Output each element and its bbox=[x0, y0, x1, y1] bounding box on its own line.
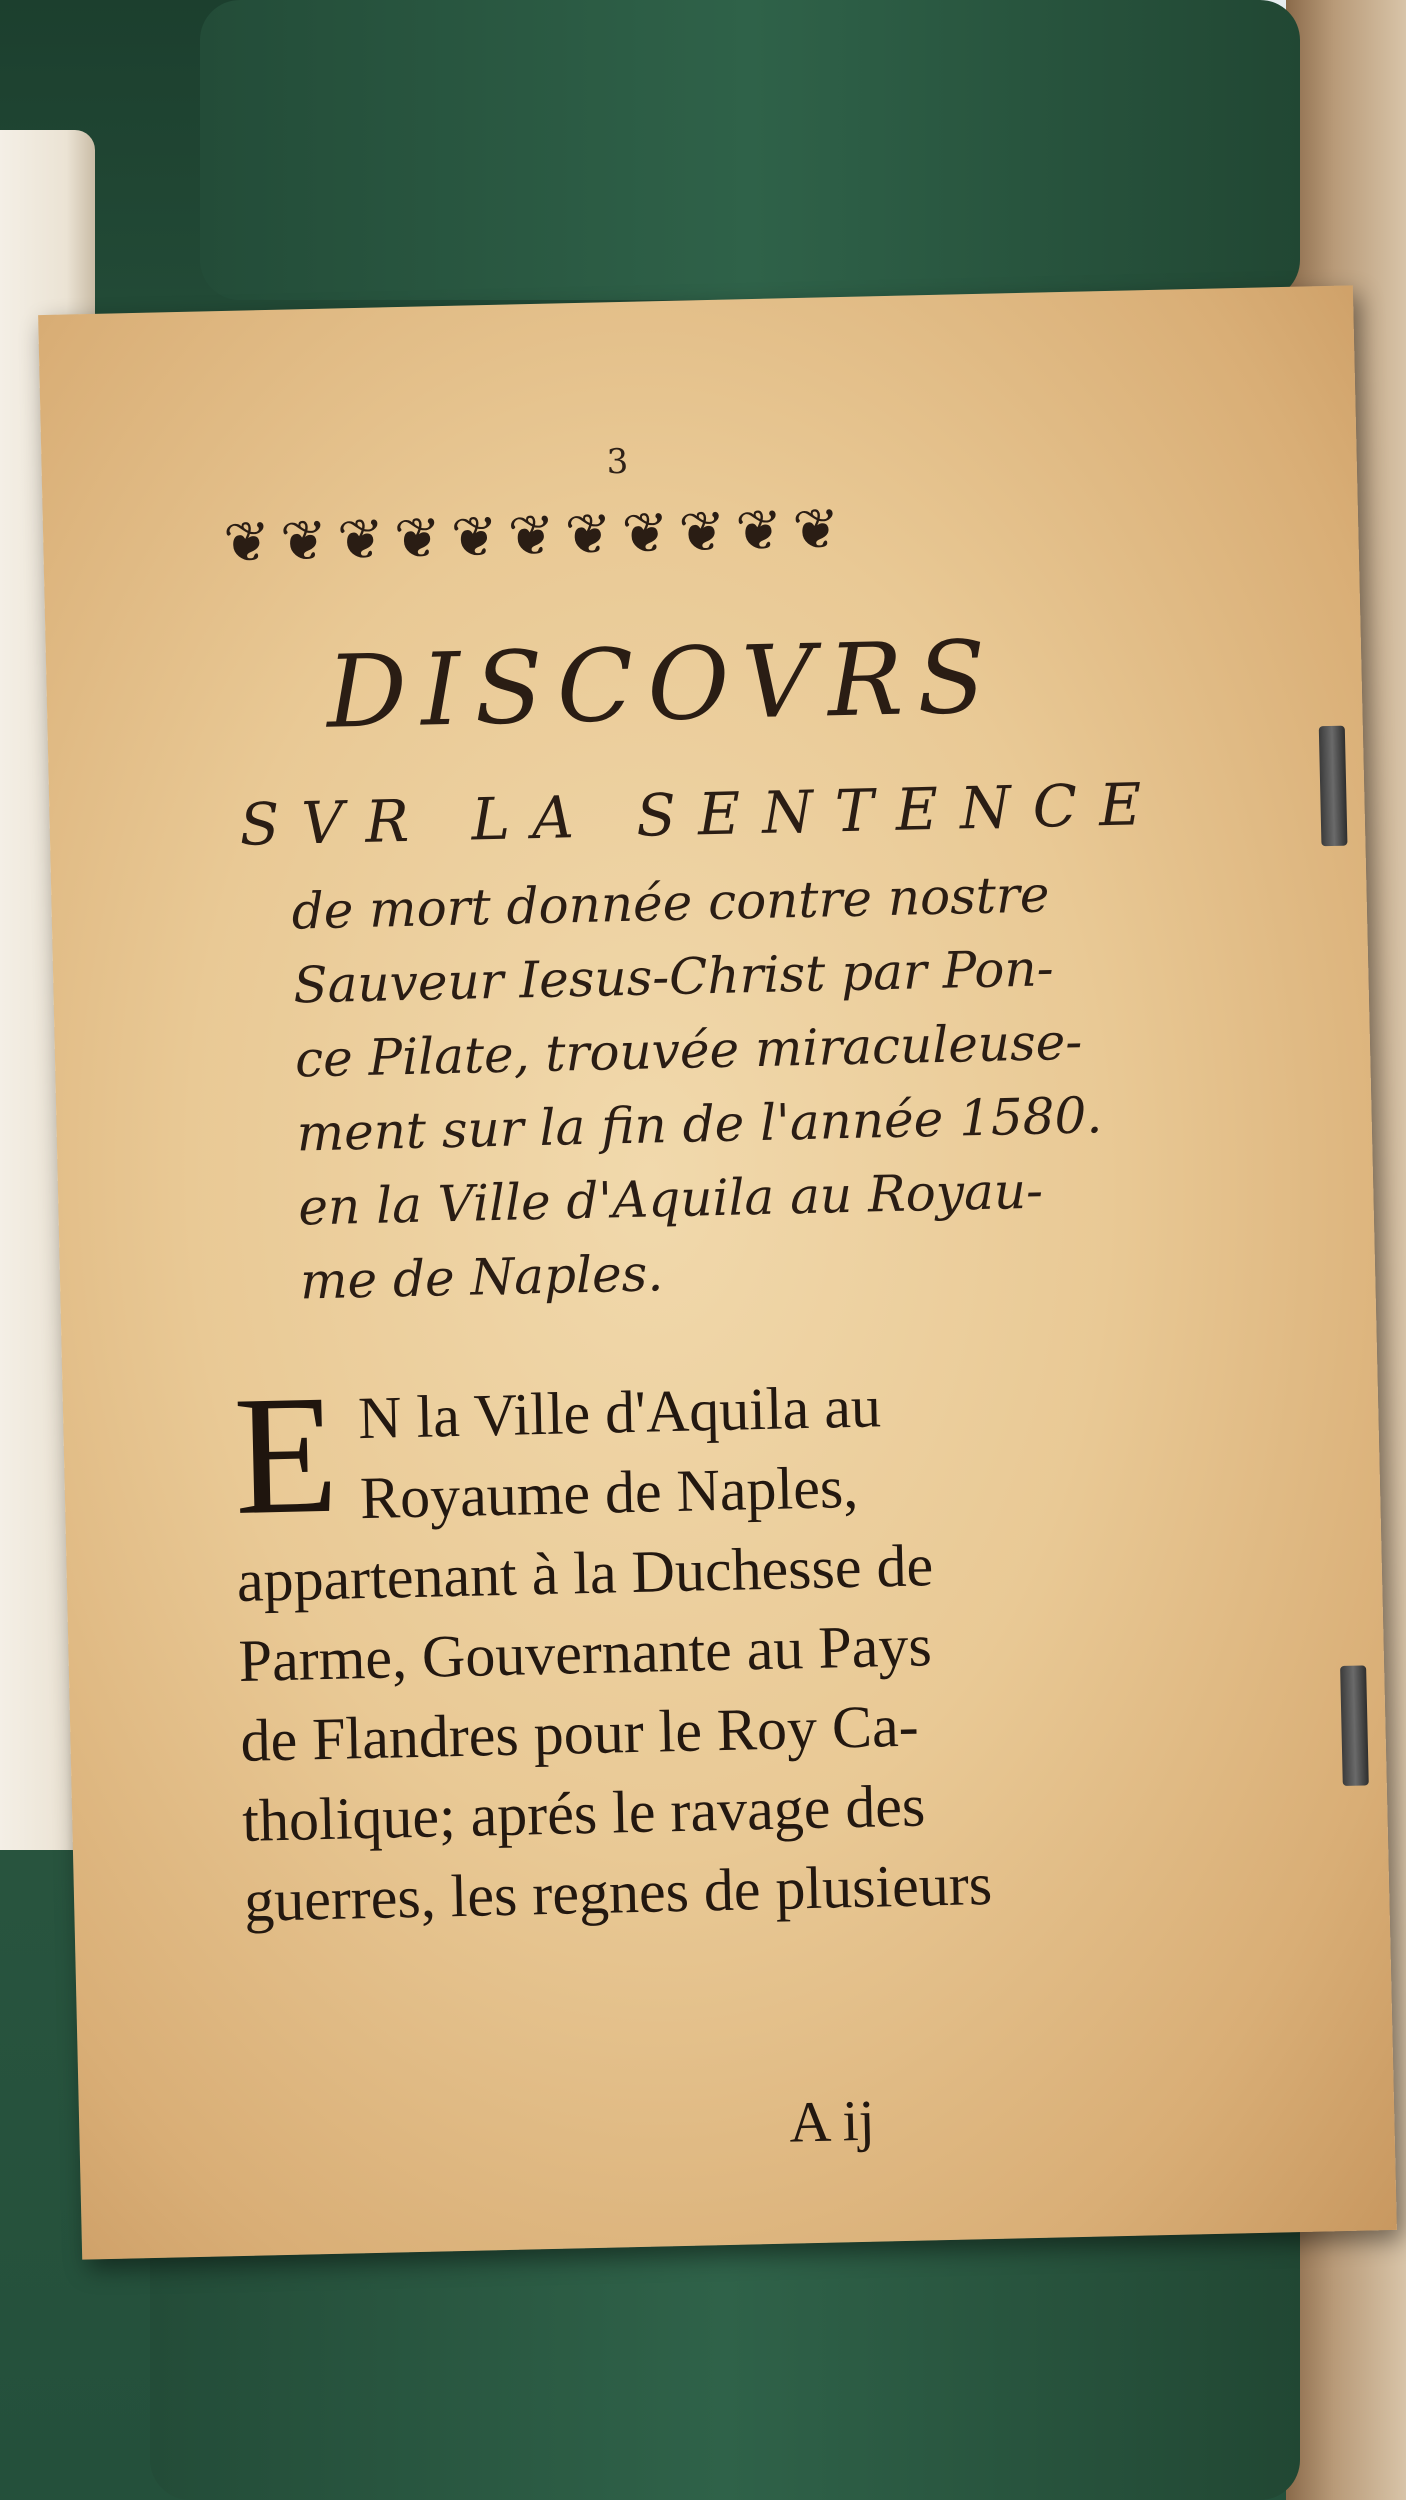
book-page bbox=[38, 285, 1397, 2259]
ornament-icon: ❦ bbox=[450, 504, 501, 571]
ornament-icon: ❦ bbox=[734, 498, 786, 565]
signature-mark: A ij bbox=[788, 2087, 876, 2155]
ornament-icon: ❦ bbox=[279, 508, 330, 575]
ornament-band bbox=[223, 497, 842, 576]
ornament-icon: ❦ bbox=[564, 502, 615, 569]
book-clasp-bottom bbox=[1340, 1665, 1369, 1786]
description-line: ment sur la fin de l'année 1580. bbox=[296, 1086, 1103, 1163]
body-paragraph bbox=[232, 1360, 1164, 1941]
body-line: tholique; aprés le ravage des bbox=[241, 1772, 926, 1854]
ornament-icon: ❦ bbox=[620, 500, 672, 567]
page-number: 3 bbox=[606, 441, 629, 483]
ornament-icon: ❦ bbox=[791, 497, 843, 564]
page-subtitle: SVR LA SENTENCE bbox=[238, 769, 1165, 859]
ornament-icon: ❦ bbox=[336, 507, 387, 574]
cloth-fold-top bbox=[200, 0, 1300, 300]
description-line: Sauveur Iesus-Christ par Pon- bbox=[292, 939, 1055, 1015]
ornament-icon: ❦ bbox=[507, 503, 558, 570]
title-description bbox=[291, 856, 1101, 1318]
page-title: DISCOVRS bbox=[325, 618, 1001, 751]
book-clasp-top bbox=[1319, 726, 1348, 847]
body-line: guerres, les regnes de plusieurs bbox=[243, 1850, 993, 1934]
description-line: me de Naples. bbox=[299, 1244, 664, 1311]
ornament-icon: ❦ bbox=[222, 509, 273, 577]
body-line: Parme, Gouvernante au Pays bbox=[237, 1612, 933, 1694]
description-line: de mort donnée contre nostre bbox=[291, 865, 1050, 941]
description-line: ce Pilate, trouvée miraculeuse- bbox=[294, 1012, 1083, 1089]
body-line: de Flandres pour le Roy Ca- bbox=[239, 1692, 920, 1774]
body-line: appartenant à la Duchesse de bbox=[236, 1532, 934, 1614]
page-content bbox=[149, 350, 1169, 2155]
body-line: Royaume de Naples, bbox=[359, 1453, 859, 1532]
ornament-icon: ❦ bbox=[677, 499, 729, 566]
body-line: N la Ville d'Aquila au bbox=[357, 1373, 882, 1452]
ornament-icon: ❦ bbox=[393, 506, 444, 573]
description-line: en la Ville d'Aquila au Royau- bbox=[297, 1161, 1044, 1237]
drop-cap: E bbox=[231, 1359, 340, 1550]
